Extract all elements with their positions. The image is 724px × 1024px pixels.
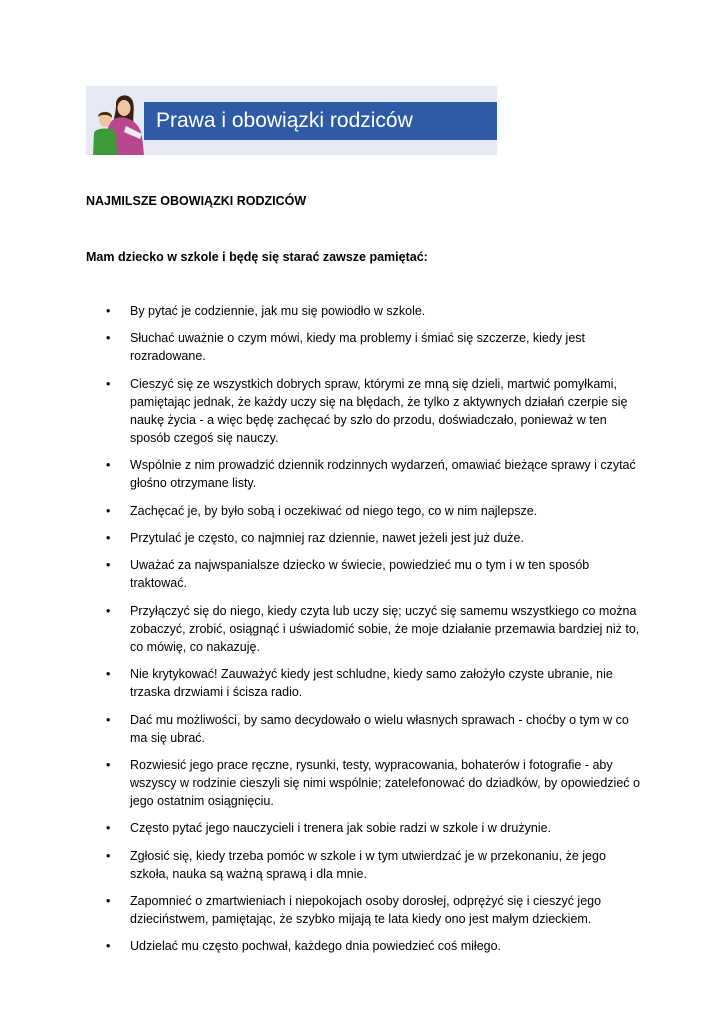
list-item-text: By pytać je codziennie, jak mu się powiodło w szkole.	[130, 304, 426, 318]
list-item-text: Zgłosić się, kiedy trzeba pomóc w szkole i w tym utwierdzać je w przekonaniu, że jego szkoła, nauka są ważną sprawą i dla mnie.	[130, 848, 606, 881]
list-item	[86, 847, 642, 883]
list-item	[86, 711, 642, 747]
list-item-text: Rozwiesić jego prace ręczne, rysunki, testy, wypracowania, bohaterów i fotografie - aby wszyscy w rodzinie cieszyli się nimi wspólnie; zatelefonować do dziadków, by opowiedzieć o jego ostatnim osiągnięciu.	[130, 757, 640, 808]
list-item	[86, 602, 642, 656]
bullet-icon: •	[106, 667, 111, 682]
list-item-text: Przyłączyć się do niego, kiedy czyta lub uczy się; uczyć się samemu wszystkiego co można zobaczyć, zrobić, osiągnąć i uświadomić sobie, że moje działanie przemawia bardziej niż to, co mówię, co nakazuję.	[130, 603, 640, 654]
list-item-text: Przytulać je często, co najmniej raz dziennie, nawet jeżeli jest już duże.	[130, 530, 524, 545]
list-item	[86, 556, 642, 592]
duties-list	[86, 302, 642, 965]
list-item	[86, 819, 642, 837]
banner-title: Prawa i obowiązki rodziców	[156, 109, 413, 132]
parent-child-illustration	[86, 86, 158, 155]
list-item-text: Uważać za najwspanialsze dziecko w świecie, powiedzieć mu o tym i w ten sposób traktować.	[130, 558, 590, 591]
bullet-icon: •	[106, 331, 111, 346]
bullet-icon: •	[106, 458, 111, 473]
bullet-icon: •	[106, 894, 111, 909]
list-item-text: Słuchać uważnie o czym mówi, kiedy ma problemy i śmiać się szczerze, kiedy jest rozradowane.	[130, 331, 586, 364]
bullet-icon: •	[106, 939, 111, 954]
list-item	[86, 456, 642, 492]
list-item-text: Zapomnieć o zmartwieniach i niepokojach osoby dorosłej, odprężyć się i cieszyć jego dzieciństwem, pamiętając, że szybko mijają te lata kiedy ono jest małym dzieckiem.	[130, 894, 602, 927]
bullet-icon: •	[106, 821, 111, 836]
document-heading: NAJMILSZE OBOWIĄZKI RODZICÓW	[86, 194, 307, 208]
list-item-text: Nie krytykować! Zauważyć kiedy jest schludne, kiedy samo założyło czyste ubranie, nie trzaska drzwiami i ścisza radio.	[130, 667, 613, 700]
bullet-icon: •	[106, 530, 111, 545]
list-item-text: Udzielać mu często pochwał, każdego dnia powiedzieć coś miłego.	[130, 939, 502, 954]
bullet-icon: •	[106, 712, 111, 727]
list-item-text: Cieszyć się ze wszystkich dobrych spraw, którymi ze mną się dzieli, martwić pomyłkami, pamiętając jednak, że każdy uczy się na błędach, że tylko z aktywnych działań czerpie się naukę życia - a więc będę zachęcać by szło do przodu, doświadczało, ponieważ w ten sposób czegoś się nauczy.	[130, 376, 628, 445]
list-item	[86, 329, 642, 365]
bullet-icon: •	[106, 503, 111, 518]
list-item-text: Zachęcać je, by było sobą i oczekiwać od niego tego, co w nim najlepsze.	[130, 503, 538, 518]
list-item	[86, 756, 642, 810]
list-item-text: Wspólnie z nim prowadzić dziennik rodzinnych wydarzeń, omawiać bieżące sprawy i czytać głośno otrzymane listy.	[130, 458, 636, 491]
bullet-icon: •	[106, 558, 111, 573]
bullet-icon: •	[106, 757, 111, 772]
bullet-icon: •	[106, 848, 111, 863]
list-item	[86, 502, 642, 520]
list-item	[86, 892, 642, 928]
list-item	[86, 937, 642, 955]
bullet-icon: •	[106, 376, 111, 391]
list-item-text: Dać mu możliwości, by samo decydowało o wielu własnych sprawach - choćby o tym w co ma się ubrać.	[130, 712, 629, 745]
header-banner	[86, 86, 497, 155]
list-item	[86, 375, 642, 447]
list-item	[86, 302, 642, 320]
bullet-icon: •	[106, 603, 111, 618]
bullet-icon: •	[106, 304, 111, 318]
list-item-text: Często pytać jego nauczycieli i trenera jak sobie radzi w szkole i w drużynie.	[130, 821, 552, 836]
list-item	[86, 529, 642, 547]
list-item	[86, 665, 642, 701]
document-subheading: Mam dziecko w szkole i będę się starać zawsze pamiętać:	[86, 250, 428, 264]
